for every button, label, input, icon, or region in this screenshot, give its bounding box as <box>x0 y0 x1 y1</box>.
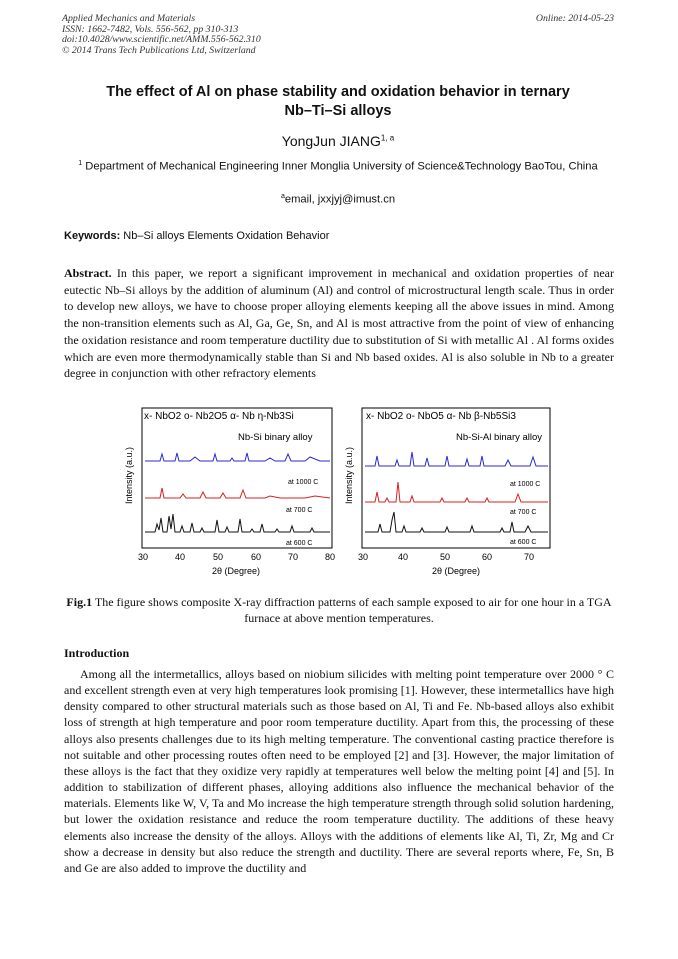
xrd-plots <box>120 404 560 584</box>
keywords-text: Nb–Si alloys Elements Oxidation Behavior <box>120 230 330 242</box>
abstract-label: Abstract. <box>64 266 112 280</box>
right-panel <box>344 408 550 576</box>
right-subtitle: Nb-Si-Al binary alloy <box>456 432 543 443</box>
right-xlabel: 2θ (Degree) <box>432 566 481 576</box>
right-xtick-60: 60 <box>482 552 493 562</box>
left-curve-600 <box>145 514 330 532</box>
left-subtitle: Nb-Si binary alloy <box>238 432 313 443</box>
section-heading-introduction: Introduction <box>64 646 130 660</box>
right-xtick-50: 50 <box>440 552 451 562</box>
online-date: Online: 2014-05-23 <box>535 13 614 24</box>
right-legend: x- NbO2 o- NbO5 α- Nb β-Nb5Si3 <box>366 411 516 422</box>
author <box>62 133 614 149</box>
xrd-figure <box>120 404 560 584</box>
left-ylabel: Intensity (a.u.) <box>124 446 134 504</box>
abstract-text: In this paper, we report a significant improvement in mechanical and oxidation properties of near eutectic Nb–Si alloys by the addition of aluminum (Al) and control of microstructural length scale. Thus in order to develop new alloys, we have to choose proper alloying elements keeping all the above issues in mind. Among the non-transition elements such as Al, Ga, Ge, Sn, and Al is most attractive from the point of view of enhancing the oxidation resistance and room temperature ductility due to substitution of Si with metallic Al . Al forms oxides which are even more thermodynamically stable than Si and Nb based oxides. Al is also soluble in Nb to a greater degree in conjunction with other refractory elements <box>64 266 614 381</box>
left-xtick-30: 30 <box>138 552 149 562</box>
author-sup: 1, a <box>380 133 395 143</box>
right-curve-label-700: at 700 C <box>510 509 537 516</box>
email-sup: a <box>280 193 285 200</box>
left-xtick-80: 80 <box>325 552 336 562</box>
copyright-line: © 2014 Trans Tech Publications Ltd, Switzerland <box>62 44 256 56</box>
email-text: email, jxxjyj@imust.cn <box>284 193 396 206</box>
page-header <box>62 14 614 56</box>
figure-caption <box>64 594 614 626</box>
affiliation-text: Department of Mechanical Engineering Inner Monglia University of Science&Technology BaoTou, China <box>82 160 598 173</box>
caption-label: Fig.1 <box>66 595 93 609</box>
left-panel <box>124 408 335 576</box>
author-name: YongJun JIANG <box>281 133 381 149</box>
left-xtick-40: 40 <box>175 552 186 562</box>
left-curve-label-600: at 600 C <box>286 540 313 547</box>
right-xtick-30: 30 <box>358 552 369 562</box>
left-xtick-70: 70 <box>288 552 299 562</box>
right-xtick-70: 70 <box>524 552 535 562</box>
paper-title <box>62 83 614 121</box>
caption-text: The figure shows composite X-ray diffraction patterns of each sample exposed to air for one hour in a TGA furnace at above mention temperatures. <box>92 595 612 625</box>
right-ylabel: Intensity (a.u.) <box>344 446 354 504</box>
right-plot-frame <box>362 408 550 548</box>
right-curve-label-600: at 600 C <box>510 539 537 546</box>
affiliation-sup: 1 <box>78 160 83 167</box>
right-curve-label-1000: at 1000 C <box>510 481 541 488</box>
abstract <box>64 265 614 382</box>
journal-name: Applied Mechanics and Materials <box>62 13 196 24</box>
left-curve-1000 <box>145 453 330 461</box>
introduction-text: Among all the intermetallics, alloys based on niobium silicides with melting point temperature over 2000 ° C and excellent strength even at very high temperatures look promising [1]. However, these intermetallics have high density compared to other structural materials such as those based on Al, Ti and Fe. Nb-based alloys also exhibit loss of strength at high temperature and poor room temperature ductility. Apart from this, the processing of these alloys also presents challenges due to its high melting temperature. The conventional casting practice therefore is not suitable and other processing routes often need to be employed [2] and [3]. However, the major limitation of these alloys is the fact that they oxidize very rapidly at temperatures well below the melting point [4] and [5]. In addition to stabilization of different phases, alloying additions also influence the mechanical behavior of the materials. Elements like W, V, Ta and Mo increase the high temperature strength through solid solution hardening, but lower the oxidation resistance and reduce the room temperature ductility. The additions of these heavy elements also increase the density of the alloys. Alloys with the additions of elements like Al, Ti, Zr, Mg and Cr show a decrease in density but also reduce the strength and ductility. There are several reports where, Fe, Sn, B and Ge are also added to improve the ductility and <box>64 667 614 875</box>
left-xtick-50: 50 <box>213 552 224 562</box>
title-line-1: The effect of Al on phase stability and oxidation behavior in ternary <box>106 84 570 100</box>
affiliation <box>62 156 614 175</box>
keywords <box>64 230 616 242</box>
issn-line: ISSN: 1662-7482, Vols. 556-562, pp 310-313 <box>62 23 239 35</box>
right-xtick-40: 40 <box>398 552 409 562</box>
keywords-label: Keywords: <box>64 230 121 242</box>
left-xlabel: 2θ (Degree) <box>212 566 261 576</box>
doi-line: doi:10.4028/www.scientific.net/AMM.556-562.310 <box>62 34 261 46</box>
left-curve-label-1000: at 1000 C <box>288 479 319 486</box>
right-curve-1000 <box>365 452 548 466</box>
email <box>62 193 614 206</box>
left-curve-700 <box>145 488 330 498</box>
left-curve-label-700: at 700 C <box>286 507 313 514</box>
left-xtick-60: 60 <box>251 552 262 562</box>
left-legend: x- NbO2 o- Nb2O5 α- Nb η-Nb3Si <box>144 411 294 422</box>
title-line-2: Nb–Ti–Si alloys <box>284 103 392 119</box>
